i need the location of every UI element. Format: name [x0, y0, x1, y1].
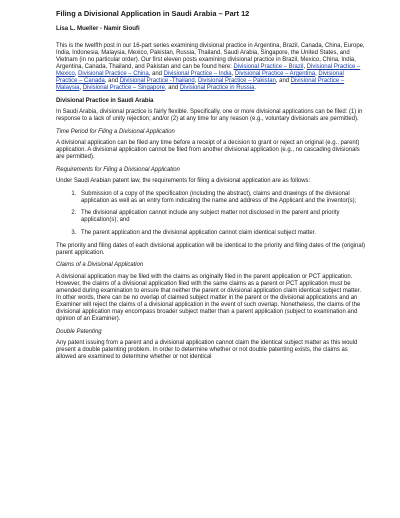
- document-title: Filing a Divisional Application in Saudi Arabia – Part 12: [56, 9, 250, 18]
- document-authors: Lisa L. Mueller - Namir Sioufi: [56, 25, 140, 32]
- link-separator: ,: [79, 85, 83, 92]
- subheading-double-patenting: Double Patenting: [56, 328, 102, 335]
- link-mexico[interactable]: Divisional Practice – Mexico: [56, 64, 361, 78]
- link-separator: ,: [231, 71, 235, 78]
- requirement-item: 2. The divisional application cannot include any subject matter not disclosed in the parent and priority application(s); and: [78, 210, 366, 224]
- link-pakistan[interactable]: Divisional Practice – Pakistan: [197, 78, 276, 85]
- requirement-item: 1. Submission of a copy of the specification (including the abstract), claims and drawings of the divisional application as well as an entry form indicating the name and address of the Applicant and the inventor(s);: [78, 191, 366, 205]
- link-separator: ,: [194, 78, 198, 85]
- link-argentina[interactable]: Divisional Practice – Argentina: [234, 71, 316, 78]
- link-separator: , and: [275, 78, 291, 85]
- section-heading: Divisional Practice in Saudi Arabia: [56, 97, 154, 104]
- paragraph-time-period: A divisional application can be filed any time before a receipt of a decision to grant or reject an original (e.g., parent) application. A divisional application cannot be filed from another divisional application (e.g., no cascading divisionals are permitted).: [56, 140, 360, 161]
- paragraph-double-patenting: Any patent issuing from a parent and a divisional application cannot claim the identical subject matter as this would present a double patenting problem. In order to determine whether or not double patenting exists, the claims as allowed are examined to determine whether or not identical: [56, 339, 358, 360]
- link-separator: ,: [74, 71, 79, 78]
- paragraph-requirements: Under Saudi Arabian patent law, the requirements for filing a divisional application are as follows:: [56, 178, 311, 185]
- requirements-list: [56, 191, 366, 237]
- link-thailand[interactable]: Divisional Practice -Thailand: [119, 78, 195, 85]
- subheading-claims: Claims of a Divisional Application: [56, 262, 144, 269]
- link-canada[interactable]: Divisional Practice – Canada: [56, 71, 344, 85]
- paragraph-claims: A divisional application may be filed with the claims as originally filed in the parent application or PCT application. However, the claims of a divisional application filed with the same claims as a parent or PCT application must be amended during examination to ensure that neither the parent or divisional application claim identical subject matter. In other words, there can be no overlap of claimed subject matter in the parent or the divisional applications and an Examiner will reject the claims of a divisional application in the event of such overlap. Nonetheless, the claims of the divisional application may encompass broader subject matter than a parent application (subject to examination and opinion of an Examiner).: [56, 273, 361, 322]
- link-russia[interactable]: Divisional Practice in Russia: [179, 85, 255, 92]
- link-malaysia[interactable]: Divisional Practice – Malaysia: [56, 78, 345, 92]
- intro-text: This is the twelfth post in our 16-part series examining divisional practice in Argentina, Brazil, Canada, China, Europe, India, Indonesia, Malaysia, Mexico, Pakistan, Russia, Thailand, Saudi Arabia, Singapore, the United States, and Vietnam (in no particular order). Our first eleven posts examining divisional practice in Brazil, Mexico, China, India, Argentina, Canada, Thailand, and Pakistan and can be found here:: [56, 43, 365, 71]
- link-singapore[interactable]: Divisional Practice – Singapore: [82, 85, 165, 92]
- requirement-item: 3. The parent application and the divisional application cannot claim identical subject matter.: [78, 230, 366, 237]
- link-brazil[interactable]: Divisional Practice – Brazil: [233, 64, 304, 71]
- link-separator: , and: [148, 71, 164, 78]
- link-separator: ,: [315, 71, 319, 78]
- subheading-requirements: Requirements for Filing a Divisional Application: [56, 166, 180, 173]
- paragraph-priority: The priority and filing dates of each divisional application will be identical to the priority and filing dates of the (original) parent application.: [56, 242, 365, 256]
- link-separator: , and: [164, 85, 180, 92]
- link-separator: ,: [303, 64, 307, 71]
- link-separator: , and: [104, 78, 120, 85]
- intro-end: .: [254, 85, 257, 92]
- link-china[interactable]: Divisional Practice – China: [78, 71, 149, 78]
- link-india[interactable]: Divisional Practice – India: [163, 71, 232, 78]
- subheading-time-period: Time Period for Filing a Divisional Application: [56, 128, 175, 135]
- intro-paragraph: [56, 43, 366, 92]
- paragraph-flexible: In Saudi Arabia, divisional practice is fairly flexible. Specifically, one or more divisional applications can be filed: (1) in response to a lack of unity rejection; and/or (2) at any time for any reason (e.g., voluntary divisionals are permitted).: [56, 109, 363, 123]
